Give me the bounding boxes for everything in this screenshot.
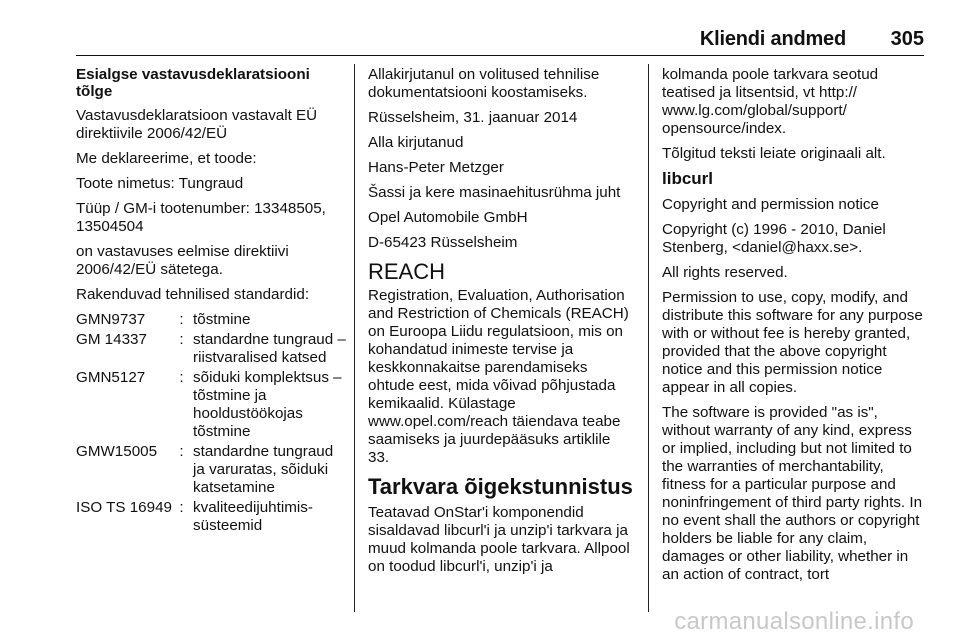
reach-heading: REACH bbox=[368, 259, 446, 284]
column-2 bbox=[368, 66, 634, 583]
standard-description: standardne tungraud – riistvaralised katsed bbox=[193, 331, 346, 366]
paragraph: Vastavusdeklaratsioon vastavalt EÜ direktiivile 2006/42/EÜ bbox=[76, 107, 318, 142]
software-paragraph: Teatavad OnStar'i komponendid sisaldavad libcurl'i ja unzip'i tarkvara ja muud kolmanda poole tarkvara. Allpool on toodud libcurl'i, unzip'i ja bbox=[368, 504, 630, 575]
table-row bbox=[76, 499, 348, 537]
separator: : bbox=[179, 369, 184, 386]
paragraph: Tõlgitud teksti leiate originaali alt. bbox=[662, 145, 886, 162]
column-divider-1 bbox=[354, 64, 355, 612]
paragraph: Copyright (c) 1996 - 2010, Daniel Stenberg, <daniel@haxx.se>. bbox=[662, 221, 886, 256]
column-1 bbox=[76, 66, 348, 537]
page-header bbox=[76, 22, 924, 58]
paragraph: Hans-Peter Metzger bbox=[368, 159, 504, 176]
section-title: Kliendi andmed bbox=[699, 28, 846, 50]
watermark: carmanualsonline.info bbox=[674, 608, 914, 635]
standard-code: GMW15005 bbox=[76, 443, 158, 460]
table-row bbox=[76, 443, 348, 499]
standard-description: sõiduki komplektsus – tõstmine ja hooldustöökojas tõstmine bbox=[193, 369, 342, 440]
paragraph: on vastavuses eelmise direktiivi 2006/42/EÜ sätetega. bbox=[76, 243, 289, 278]
paragraph: Opel Automobile GmbH bbox=[368, 209, 528, 226]
separator: : bbox=[179, 311, 184, 328]
paragraph: Permission to use, copy, modify, and distribute this software for any purpose with or without fee is hereby granted, provided that the above copyright notice and this permission notice appear in all copies. bbox=[662, 289, 923, 396]
table-row bbox=[76, 331, 348, 369]
standards-table bbox=[76, 311, 348, 537]
paragraph: Toote nimetus: Tungraud bbox=[76, 175, 244, 192]
column-3 bbox=[662, 66, 928, 591]
software-heading: Tarkvara õigekstunnistus bbox=[368, 474, 633, 499]
standard-code: GMN9737 bbox=[76, 311, 146, 328]
paragraph: The software is provided "as is", without warranty of any kind, express or implied, including but not limited to the warranties of merchantability, fitness for a particular purpose and noninfringement of third party rights. In no event shall the authors or copyright holders be liable for any claim, damages or other liability, whether in an action of contract, tort bbox=[662, 404, 923, 583]
paragraph: D-65423 Rüsselsheim bbox=[368, 234, 518, 251]
standard-description: tõstmine bbox=[193, 311, 251, 328]
standard-code: GM 14337 bbox=[76, 331, 147, 348]
declaration-heading-line1: Esialgse vastavusdeklaratsiooni bbox=[76, 66, 310, 83]
separator: : bbox=[179, 443, 184, 460]
column-divider-2 bbox=[648, 64, 649, 612]
paragraph: kolmanda poole tarkvara seotud teatised ja litsentsid, vt http:// www.lg.com/global/support/ opensource/index. bbox=[662, 66, 879, 137]
paragraph: All rights reserved. bbox=[662, 264, 788, 281]
standard-description: kvaliteedijuhtimis-süsteemid bbox=[193, 499, 313, 534]
declaration-heading bbox=[76, 66, 348, 100]
standard-code: GMN5127 bbox=[76, 369, 146, 386]
standard-description: standardne tungraud ja varuratas, sõiduki katsetamine bbox=[193, 443, 334, 496]
separator: : bbox=[179, 331, 184, 348]
declaration-heading-line2: tõlge bbox=[76, 83, 113, 100]
libcurl-heading: libcurl bbox=[662, 169, 714, 188]
separator: : bbox=[179, 499, 184, 516]
paragraph: Me deklareerime, et toode: bbox=[76, 150, 257, 167]
paragraph: Copyright and permission notice bbox=[662, 196, 879, 213]
paragraph: Rakenduvad tehnilised standardid: bbox=[76, 286, 310, 303]
paragraph: Šassi ja kere masinaehitusrühma juht bbox=[368, 184, 621, 201]
page-number: 305 bbox=[890, 28, 924, 50]
paragraph: Alla kirjutanud bbox=[368, 134, 464, 151]
paragraph: Rüsselsheim, 31. jaanuar 2014 bbox=[368, 109, 578, 126]
paragraph: Allakirjutanul on volitused tehnilise dokumentatsiooni koostamiseks. bbox=[368, 66, 600, 101]
standard-code: ISO TS 16949 bbox=[76, 499, 172, 516]
table-row bbox=[76, 311, 348, 331]
reach-paragraph: Registration, Evaluation, Authorisation and Restriction of Chemicals (REACH) on Euroopa Liidu regulatsioon, mis on kohandatud inimeste tervise ja keskkonnakaitse parendamiseks ohtude eest, mida võivad põhjustada kemikaalid. Külastage www.opel.com/reach täiendava teabe saamiseks ja juurdepääsuks artiklile 33. bbox=[368, 287, 629, 466]
paragraph: Tüüp / GM-i tootenumber: 13348505, 13504504 bbox=[76, 200, 326, 235]
table-row bbox=[76, 369, 348, 443]
header-divider bbox=[76, 55, 924, 56]
